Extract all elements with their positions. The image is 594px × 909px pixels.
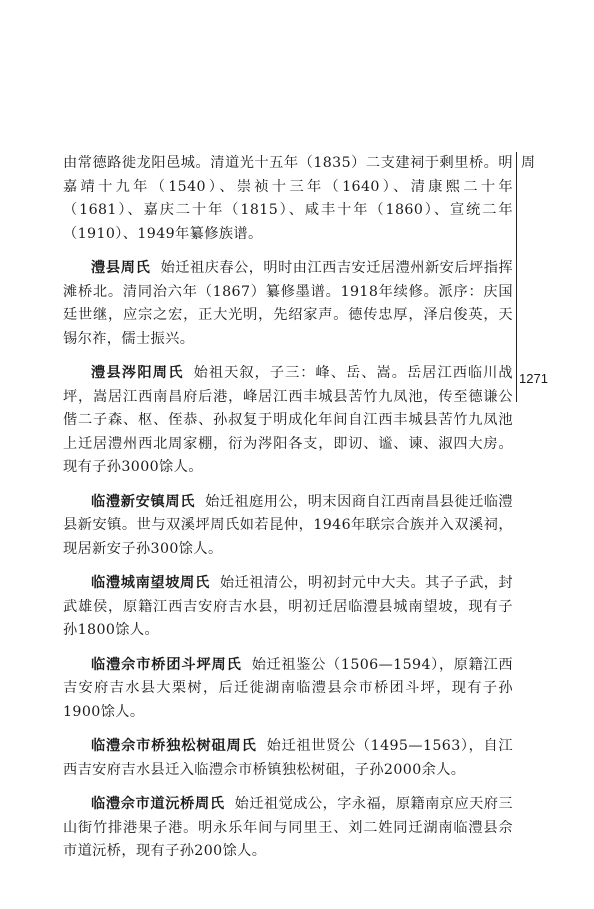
entry-text: 始迁祖清公，明初封元中大夫。其子子武，封武雄侯，原籍江西吉安府吉水县，明初迁居临澧县城南望坡，现有子孙1800馀人。 (63, 575, 513, 638)
section-character: 周 (521, 155, 535, 171)
entry-text: 始迁祖世贤公（1495—1563），自江西吉安府吉水县迁入临澧佘市桥镇独松树砠，子孙2000余人。 (63, 738, 513, 778)
body-text (63, 152, 513, 875)
entry-title: 澧县涔阳周氏 (91, 365, 184, 381)
entry-linli-dusongshu-zhou (63, 735, 513, 782)
entry-lixian-zhou (63, 257, 513, 351)
entry-text: 始迁祖庆春公，明时由江西吉安迁居澧州新安后坪指挥滩桥北。清同治六年（1867）纂修墨谱。1918年续修。派序：庆国廷世继，应宗之宏，正大光明，先绍家声。德传忠厚，泽启俊英，天锡尔祚，儒士振兴。 (63, 260, 513, 347)
entry-text: 始祖天叙，子三：峰、岳、嵩。岳居江西临川战坪，嵩居江西南昌府后港，峰居江西丰城县苦竹九凤池，传至德谦公偕二子森、枢、侄恭、孙叔复于明成化年间自江西丰城县苦竹九凤池上迁居澧州西北周家棚，衍为涔阳各支，即讱、谧、谏、淑四大房。现有子孙3000馀人。 (63, 365, 513, 475)
entry-title: 临澧佘市桥独松树砠周氏 (91, 738, 257, 754)
entry-linli-tuandouping-zhou (63, 654, 513, 725)
entry-title: 临澧佘市道沅桥周氏 (91, 796, 225, 812)
entry-linli-xinan-zhou (63, 491, 513, 562)
entry-title: 临澧新安镇周氏 (91, 493, 196, 510)
entry-title: 临澧城南望坡周氏 (91, 575, 210, 591)
entry-linli-daoyuanqiao-zhou (63, 793, 513, 864)
entry-text: 始迁祖庭用公，明末因商自江西南昌县徙迁临澧县新安镇。世与双溪坪周氏如若昆仲，1946年联宗合族并入双溪祠，现居新安子孙300馀人。 (63, 493, 514, 557)
entry-title: 临澧佘市桥团斗坪周氏 (91, 656, 242, 673)
entry-text: 始迁祖觉成公，字永福，原籍南京应天府三山街竹排港果子港。明永乐年间与同里王、刘二姓同迁湖南临澧县佘市道沅桥，现有子孙200馀人。 (63, 796, 513, 859)
entry-lixian-cenyang-zhou (63, 362, 513, 480)
entry-text: 始迁祖鉴公（1506—1594），原籍江西吉安府吉水县大栗树，后迁徙湖南临澧县佘市桥团斗坪，现有子孙1900馀人。 (63, 656, 513, 720)
margin-rule (516, 152, 517, 402)
page-number: 1271 (519, 371, 548, 386)
entry-title: 澧县周氏 (91, 260, 151, 276)
paragraph-text: 由常德路徙龙阳邑城。清道光十五年（1835）二支建祠于剩里桥。明嘉靖十九年（1540）、崇祯十三年（1640）、清康熙二十年（1681）、嘉庆二十年（1815）、咸丰十年（1860）、宣统二年（1910）、1949年纂修族谱。 (63, 155, 513, 242)
paragraph-continuation (63, 152, 513, 246)
entry-linli-chengnan-zhou (63, 572, 513, 643)
